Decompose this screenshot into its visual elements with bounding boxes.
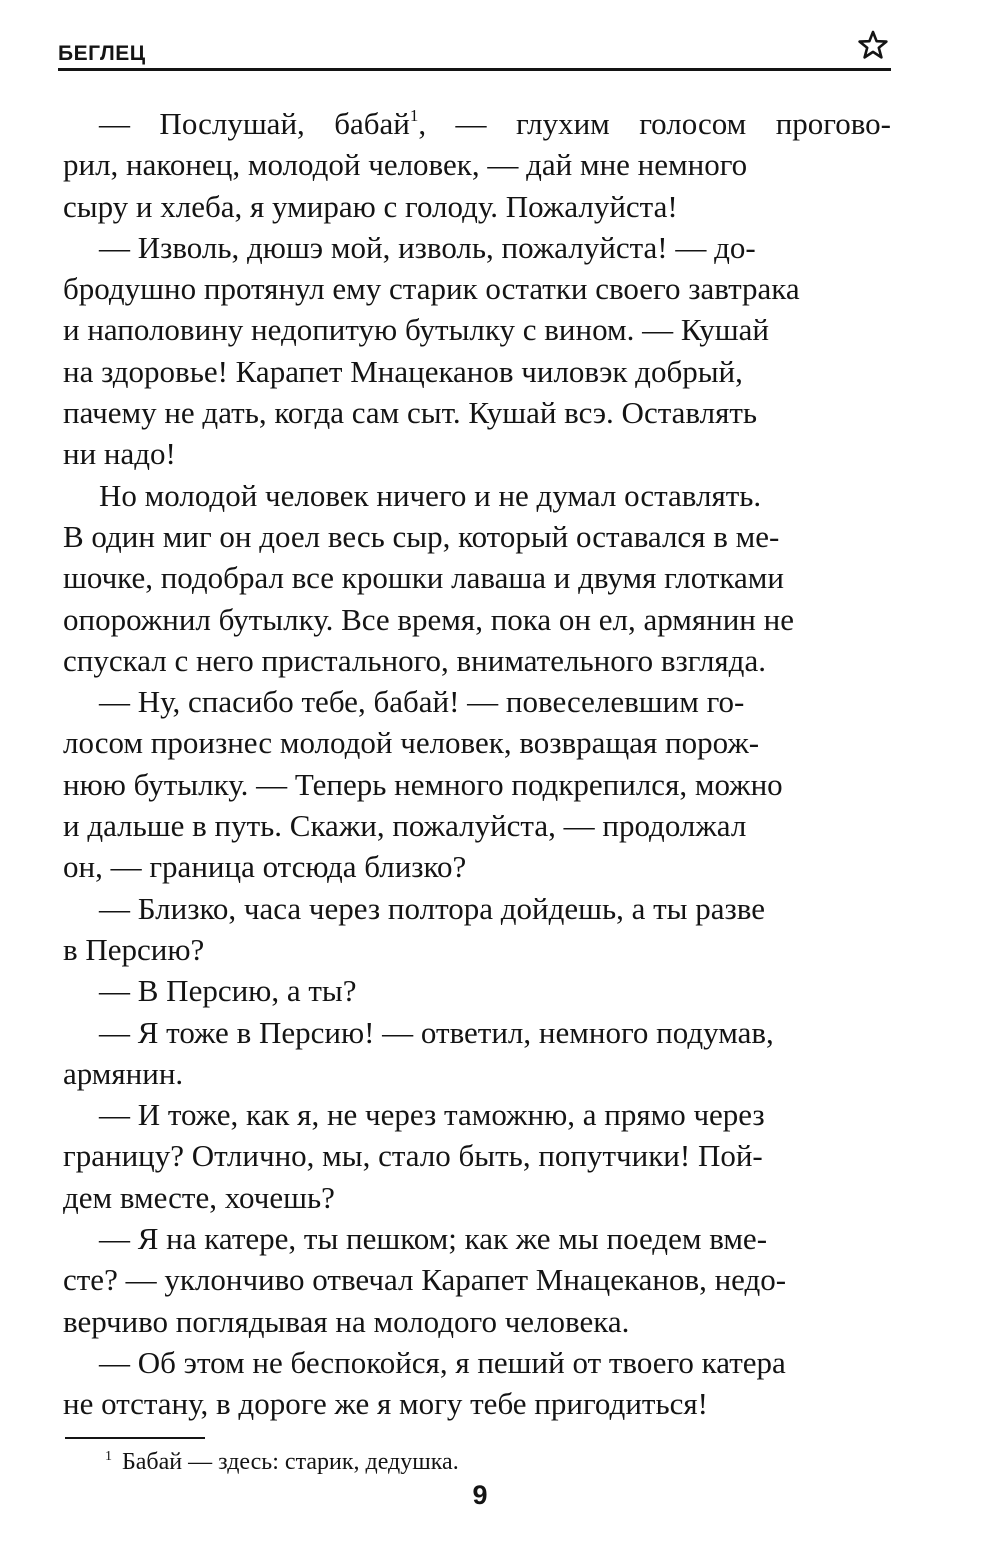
line: — Я на катере, ты пешком; как же мы поедем вме-	[99, 1221, 768, 1257]
line: дем вместе, хочешь?	[63, 1179, 335, 1215]
line: армянин.	[63, 1055, 184, 1091]
line: границу? Отлично, мы, стало быть, попутчики! Пой-	[63, 1138, 763, 1174]
paragraph	[63, 681, 891, 887]
line: не отстану, в дороге же я могу тебе пригодиться!	[63, 1386, 708, 1422]
running-title: БЕГЛЕЦ	[58, 42, 146, 65]
line: — Об этом не беспокойся, я пеший от твоего катера	[99, 1344, 786, 1380]
line: пачему не дать, когда сам сыт. Кушай всэ. Оставлять	[63, 395, 758, 431]
line: бродушно протянул ему старик остатки своего завтрака	[63, 271, 800, 307]
line: шочке, подобрал все крошки лаваша и двумя глотками	[63, 560, 784, 596]
line: и наполовину недопитую бутылку с вином. — Кушай	[63, 312, 769, 348]
paragraph	[63, 227, 891, 475]
header-rule	[58, 68, 891, 71]
line: — В Персию, а ты?	[99, 973, 357, 1009]
line: на здоровье! Карапет Мнацеканов чиловэк добрый,	[63, 353, 743, 389]
line: нюю бутылку. — Теперь немного подкрепился, можно	[63, 766, 783, 802]
footnote	[105, 1442, 805, 1477]
footnote-number: 1	[105, 1449, 112, 1464]
line: и дальше в путь. Скажи, пожалуйста, — продолжал	[63, 808, 747, 844]
running-head	[58, 30, 890, 70]
line: Но молодой человек ничего и не думал оставлять.	[99, 477, 762, 513]
line: сте? — уклончиво отвечал Карапет Мнацеканов, недо-	[63, 1262, 787, 1298]
line: — Ну, спасибо тебе, бабай! — повеселевшим го-	[99, 684, 745, 720]
star-icon	[858, 30, 888, 60]
paragraph	[63, 1342, 891, 1425]
paragraph	[63, 970, 891, 1011]
line: рил, наконец, молодой человек, — дай мне немного	[63, 147, 748, 183]
line: — Я тоже в Персию! — ответил, немного подумав,	[99, 1014, 774, 1050]
page-number: 9	[472, 1480, 488, 1510]
line: верчиво поглядывая на молодого человека.	[63, 1303, 630, 1339]
line: опорожнил бутылку. Все время, пока он ел, армянин не	[63, 601, 794, 637]
paragraph	[63, 888, 891, 971]
paragraph	[63, 1094, 891, 1218]
line: в Персию?	[63, 931, 205, 967]
line: — И тоже, как я, не через таможню, а прямо через	[99, 1097, 765, 1133]
footnote-mark: 1	[409, 106, 419, 125]
body-text	[63, 103, 891, 1425]
line: — Изволь, дюшэ мой, изволь, пожалуйста! — до-	[99, 229, 756, 265]
line: он, — граница отсюда близко?	[63, 849, 467, 885]
line: В один миг он доел весь сыр, который оставался в ме-	[63, 518, 780, 554]
footnote-rule	[65, 1437, 205, 1439]
line: лосом произнес молодой человек, возвращая порож-	[63, 725, 760, 761]
line: — Близко, часа через полтора дойдешь, а ты разве	[99, 890, 765, 926]
line: сыру и хлеба, я умираю с голоду. Пожалуйста!	[63, 188, 678, 224]
paragraph	[63, 1012, 891, 1095]
line: спускал с него пристального, внимательного взгляда.	[63, 642, 766, 678]
paragraph	[63, 475, 891, 681]
paragraph	[63, 103, 891, 227]
line: ни надо!	[63, 436, 176, 472]
line: — Послушай, бабай$^1$, — глухим голосом прогово-	[99, 106, 891, 141]
paragraph	[63, 1218, 891, 1342]
footnote-text: Бабай — здесь: старик, дедушка.	[122, 1449, 459, 1475]
